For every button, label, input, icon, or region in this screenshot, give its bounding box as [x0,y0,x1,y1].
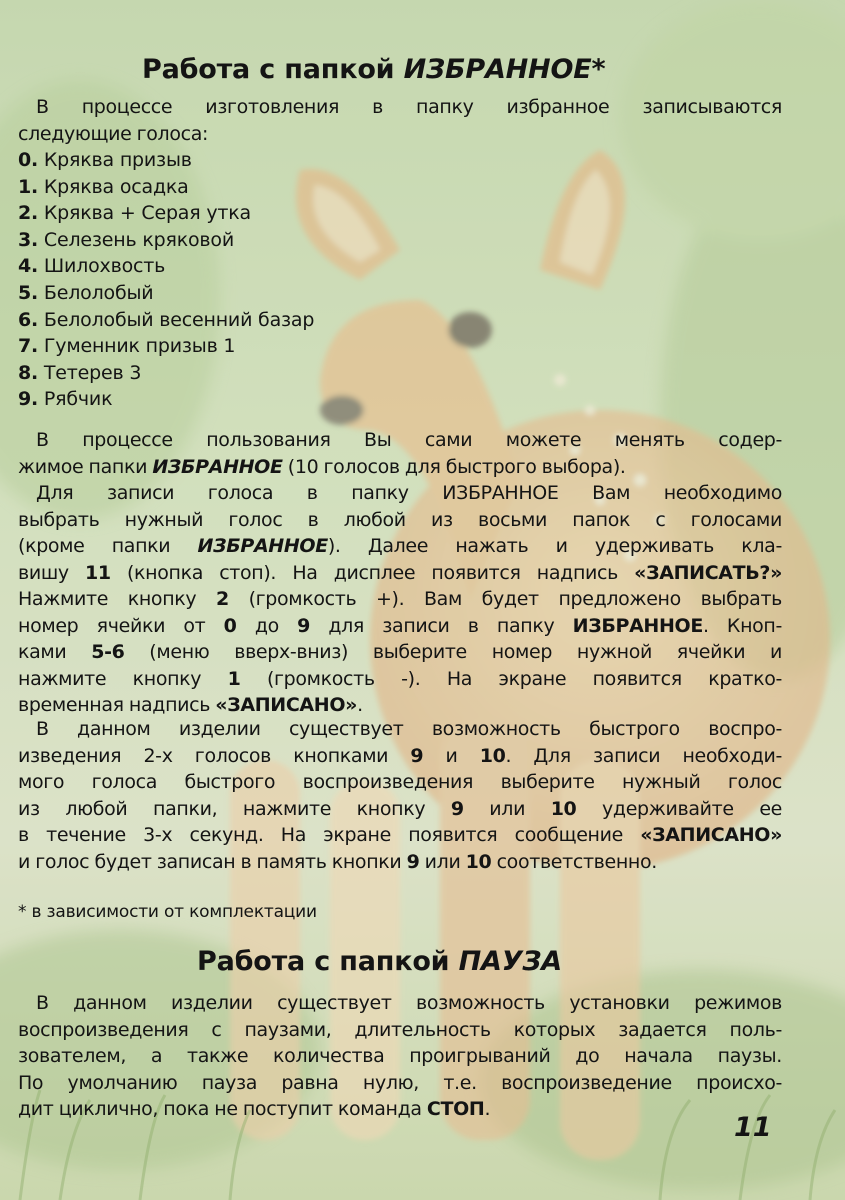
favorites-heading [142,54,605,85]
footnote: * в зависимости от комплектации [18,902,317,922]
intro-line-1: В процессе изготовления в папку избранное записываются [36,96,782,118]
list-item: 9. Рябчик [18,388,113,411]
favorites-record-paragraph: Для записи голоса в папку ИЗБРАННОЕ Вам необходимо выбрать нужный голос в любой из восьми папок с голосами (кроме папки ИЗБРАННОЕ). Далее нажать и удерживать кла- вишу 11 (кнопка стоп). На дисплее появится надпись «ЗАПИСАТЬ?» Нажмите кнопку 2 (громкость +). Вам будет предложено выбрать номер ячейки от 0 до 9 для записи в папку ИЗБРАННОЕ. Кноп- ками 5-6 (меню вверх-вниз) выберите номер нужной ячейки и нажмите кнопку 1 (громкость -). На экране появится кратко- временная надпись «ЗАПИСАНО». [18,482,783,716]
list-item: 4. Шилохвость [18,255,166,278]
pause-paragraph: В данном изделии существует возможность установки режимов воспроизведения с паузами, длительность которых задается поль- зователем, а также количества проигрываний до начала паузы. По умолчанию пауза равна нулю, т.е. воспроизведение происхо- дит циклично, пока не поступит команда СТОП. [18,992,782,1120]
pause-heading-prefix: Работа с папкой [197,946,450,977]
favorites-voice-list [18,147,314,413]
pause-heading [197,946,562,977]
page-number: 11 [734,1112,772,1143]
list-item: 6. Белолобый весенний базар [18,308,315,331]
list-item: 3. Селезень кряковой [18,228,234,251]
list-item: 7. Гуменник призыв 1 [18,335,236,358]
list-item: 8. Тетерев 3 [18,361,142,384]
intro-line-2: следующие голоса: [18,122,209,145]
favorites-heading-name: ИЗБРАННОЕ* [403,54,606,85]
list-item: 1. Кряква осадка [18,175,189,198]
list-item: 0. Кряква призыв [18,149,192,171]
pause-heading-name: ПАУЗА [458,946,562,977]
favorites-change-paragraph: В процессе пользования Вы сами можете менять содер- жимое папки ИЗБРАННОЕ (10 голосов для быстрого выбора). [18,429,782,478]
favorites-quick-play-paragraph: В данном изделии существует возможность быстрого воспро- изведения 2-х голосов кнопками 9 и 10. Для записи необходи- мого голоса быстрого воспроизведения выберите нужный голос из любой папки, нажмите кнопку 9 или 10 удерживайте ее в течение 3-х секунд. На экране появится сообщение «ЗАПИСАНО» и голос будет записан в память кнопки 9 или 10 соответственно. [18,718,783,873]
favorites-heading-prefix: Работа с папкой [142,54,395,85]
list-item: 2. Кряква + Серая утка [18,202,251,225]
list-item: 5. Белолобый [18,281,154,304]
favorites-intro [18,94,782,147]
